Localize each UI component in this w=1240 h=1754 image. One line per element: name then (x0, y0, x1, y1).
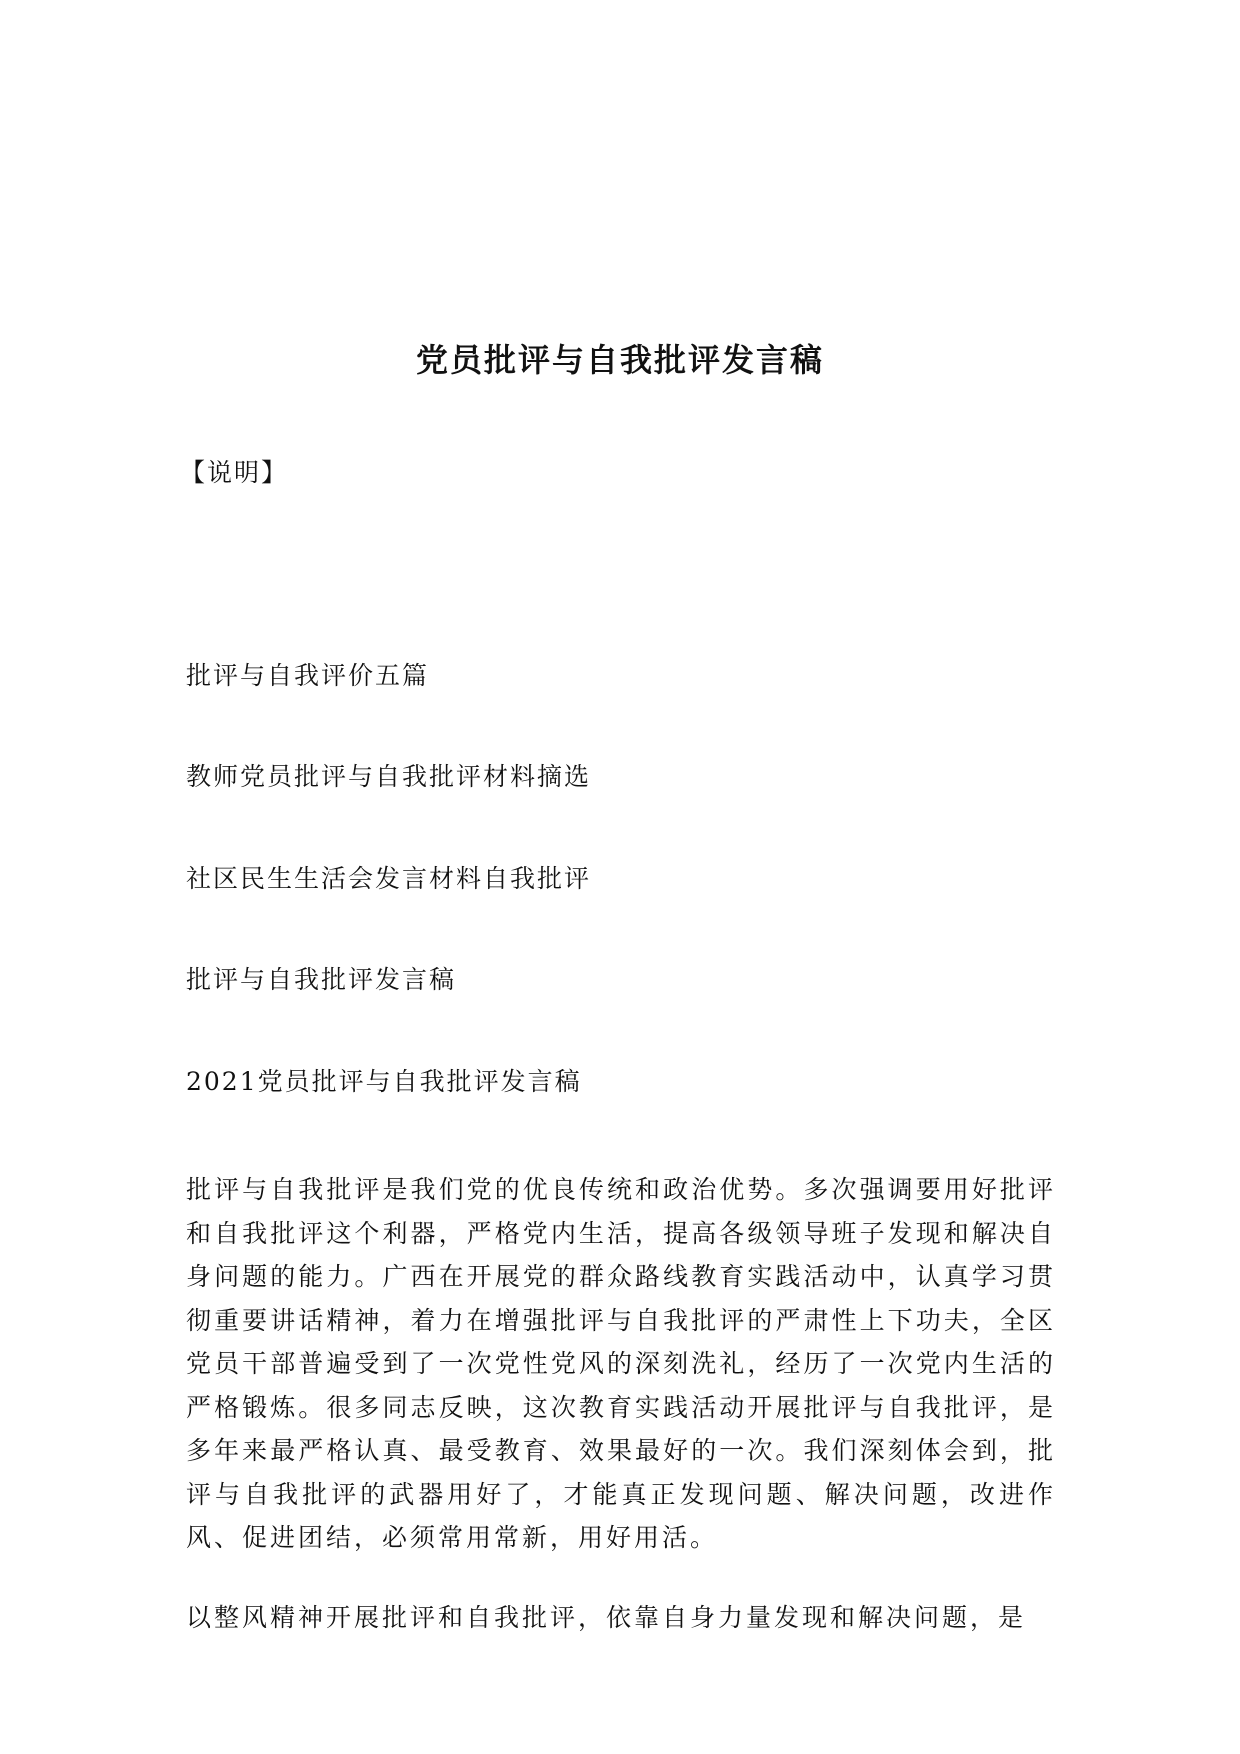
list-item: 2021党员批评与自我批评发言稿 (186, 1067, 582, 1096)
body-paragraph: 批评与自我批评是我们党的优良传统和政治优势。多次强调要用好批评和自我批评这个利器，严格党内生活，提高各级领导班子发现和解决自身问题的能力。广西在开展党的群众路线教育实践活动中，认真学习贯彻重要讲话精神，着力在增强批评与自我批评的严肃性上下功夫，全区党员干部普遍受到了一次党性党风的深刻洗礼，经历了一次党内生活的严格锻炼。很多同志反映，这次教育实践活动开展批评与自我批评，是多年来最严格认真、最受教育、效果最好的一次。我们深刻体会到，批评与自我批评的武器用好了，才能真正发现问题、解决问题，改进作风、促进团结，必须常用常新，用好用活。 (186, 1175, 1056, 1552)
list-item: 批评与自我批评发言稿 (186, 965, 457, 994)
note-label: 【说明】 (180, 458, 289, 487)
list-item: 批评与自我评价五篇 (186, 661, 430, 690)
body-paragraph: 以整风精神开展批评和自我批评，依靠自身力量发现和解决问题，是 (186, 1603, 1027, 1632)
list-item: 社区民生生活会发言材料自我批评 (186, 864, 592, 893)
document-title: 党员批评与自我批评发言稿 (415, 341, 824, 379)
list-item: 教师党员批评与自我批评材料摘选 (186, 762, 592, 791)
